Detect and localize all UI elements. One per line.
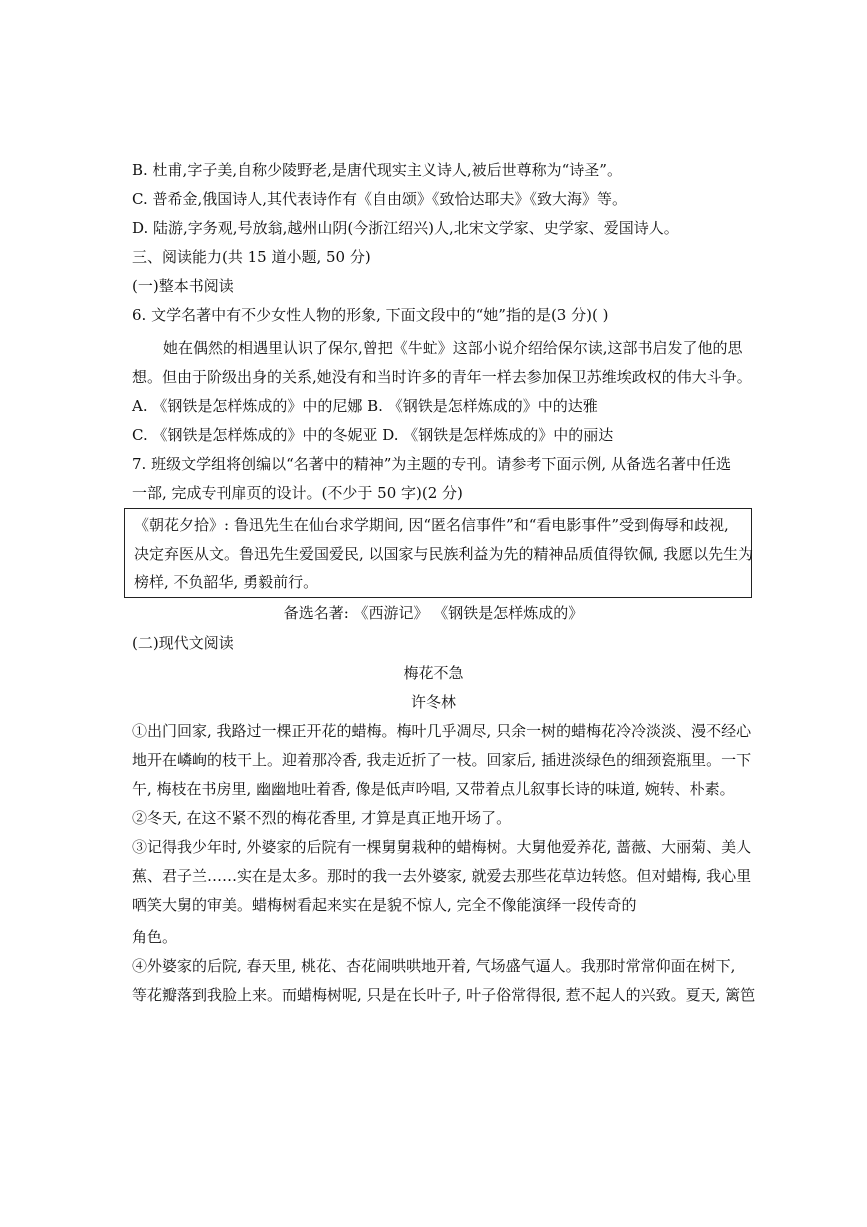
- article-title: 梅花不急: [403, 664, 464, 682]
- paragraph-2: ②冬天, 在这不紧不烈的梅花香里, 才算是真正地开场了。: [132, 809, 512, 827]
- question-6-passage-line-2: 想。但由于阶级出身的关系,她没有和当时许多的青年一样去参加保卫苏维埃政权的伟大斗争。: [132, 368, 752, 386]
- paragraph-3-line-1: ③记得我少年时, 外婆家的后院有一棵舅舅栽种的蜡梅树。大舅他爱养花, 蔷薇、大丽菊、美人: [132, 838, 752, 856]
- subsection-heading-2: (二)现代文阅读: [132, 634, 234, 652]
- question-6-passage-line-1: 她在偶然的相遇里认识了保尔,曾把《牛虻》这部小说介绍给保尔读,这部书启发了他的思: [163, 339, 743, 357]
- paragraph-3-line-4: 角色。: [132, 928, 178, 946]
- question-6: 6. 文学名著中有不少女性人物的形象, 下面文段中的“她”指的是(3 分)( ): [132, 306, 609, 324]
- subsection-heading-1: (一)整本书阅读: [132, 277, 234, 295]
- option-b-line: B. 杜甫,字子美,自称少陵野老,是唐代现实主义诗人,被后世尊称为“诗圣”。: [132, 161, 622, 179]
- paragraph-3-line-2: 蕉、君子兰……实在是太多。那时的我一去外婆家, 就爱去那些花草边转悠。但对蜡梅, 我心里: [132, 867, 752, 885]
- question-7-line-2: 一部, 完成专刊扉页的设计。(不少于 50 字)(2 分): [132, 484, 463, 502]
- paragraph-1-line-1: ①出门回家, 我路过一棵正开花的蜡梅。梅叶几乎凋尽, 只余一树的蜡梅花冷冷淡淡、漫不经心: [132, 722, 752, 740]
- paragraph-4-line-2: 等花瓣落到我脸上来。而蜡梅树呢, 只是在长叶子, 叶子俗常得很, 惹不起人的兴致。夏天, 篱笆: [132, 986, 756, 1004]
- paragraph-4-line-1: ④外婆家的后院, 春天里, 桃花、杏花闹哄哄地开着, 气场盛气逼人。我那时常常仰面在树下,: [132, 957, 736, 975]
- section-heading: 三、阅读能力(共 15 道小题, 50 分): [132, 248, 371, 266]
- question-6-options-cd: C. 《钢铁是怎样炼成的》中的冬妮亚 D. 《钢铁是怎样炼成的》中的丽达: [132, 426, 614, 444]
- paragraph-3-line-3: 哂笑大舅的审美。蜡梅树看起来实在是貌不惊人, 完全不像能演绎一段传奇的: [132, 896, 637, 914]
- option-c-line: C. 普希金,俄国诗人,其代表诗作有《自由颂》《致恰达耶夫》《致大海》等。: [132, 190, 628, 208]
- example-box-line-1: 《朝花夕拾》: 鲁迅先生在仙台求学期间, 因“匿名信事件”和“看电影事件”受到侮辱和歧视,: [134, 516, 729, 534]
- option-d-line: D. 陆游,字务观,号放翁,越州山阴(今浙江绍兴)人,北宋文学家、史学家、爱国诗人。: [132, 219, 679, 237]
- example-box: [124, 508, 752, 598]
- paragraph-1-line-3: 午, 梅枝在书房里, 幽幽地吐着香, 像是低声吟唱, 又带着点儿叙事长诗的味道, 婉转、朴素。: [132, 780, 735, 798]
- question-7-line-1: 7. 班级文学组将创编以“名著中的精神”为主题的专刊。请参考下面示例, 从备选名著中任选: [132, 455, 731, 473]
- paragraph-1-line-2: 地开在嶙峋的枝干上。迎着那冷香, 我走近折了一枝。回家后, 插进淡绿色的细颈瓷瓶里。一下: [132, 751, 752, 769]
- example-box-line-3: 榜样, 不负韶华, 勇毅前行。: [134, 573, 319, 591]
- candidate-books: 备选名著: 《西游记》 《钢铁是怎样炼成的》: [283, 604, 584, 622]
- article-author: 许冬林: [410, 693, 456, 711]
- example-box-line-2: 决定弃医从文。鲁迅先生爱国爱民, 以国家与民族利益为先的精神品质值得钦佩, 我愿以先生为: [134, 545, 754, 563]
- question-6-options-ab: A. 《钢铁是怎样炼成的》中的尼娜 B. 《钢铁是怎样炼成的》中的达雅: [132, 397, 598, 415]
